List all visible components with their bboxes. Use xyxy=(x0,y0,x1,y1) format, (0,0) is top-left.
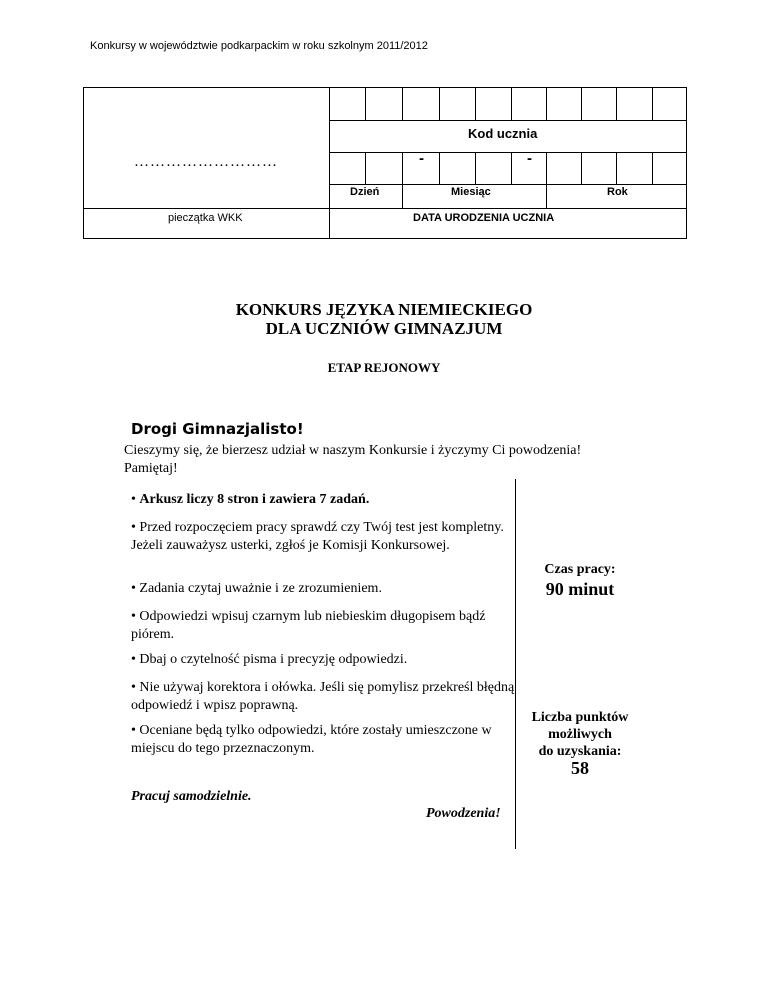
points-label: Liczba punktów możliwych do uzyskania: xyxy=(531,710,629,759)
date-dash-1: - xyxy=(419,150,424,167)
form-divider xyxy=(329,88,330,239)
rule-item: • Przed rozpoczęciem pracy sprawdź czy Twój test jest kompletny. Jeżeli zauważysz usterki, zgłoś je Komisji Konkursowej. xyxy=(131,520,504,553)
remember-text: Pamiętaj! xyxy=(124,461,178,476)
intro-text: Cieszymy się, że bierzesz udział w naszym Konkursie i życzymy Ci powodzenia! xyxy=(124,443,582,458)
good-luck-note: Powodzenia! xyxy=(426,806,501,821)
date-dash-2: - xyxy=(527,150,532,167)
page-header: Konkursy w województwie podkarpackim w roku szkolnym 2011/2012 xyxy=(90,40,428,52)
student-code-label: Kod ucznia xyxy=(468,126,538,141)
contest-subtitle: DLA UCZNIÓW GIMNAZJUM xyxy=(265,319,503,338)
time-label: Czas pracy: xyxy=(544,562,616,577)
points-value: 58 xyxy=(571,758,589,778)
rule-item: • Oceniane będą tylko odpowiedzi, które zostały umieszczone w miejscu do tego przeznaczonym. xyxy=(131,723,492,756)
day-label: Dzień xyxy=(350,186,380,198)
greeting: Drogi Gimnazjalisto! xyxy=(131,420,304,438)
birth-date-label: DATA URODZENIA UCZNIA xyxy=(413,212,555,224)
work-alone-note: Pracuj samodzielnie. xyxy=(131,789,252,804)
month-label: Miesiąc xyxy=(451,186,491,198)
stamp-label: pieczątka WKK xyxy=(168,212,243,224)
rule-item: • Odpowiedzi wpisuj czarnym lub niebieskim długopisem bądź piórem. xyxy=(131,609,486,642)
rule-item: • Dbaj o czytelność pisma i precyzję odpowiedzi. xyxy=(131,652,408,667)
contest-title: KONKURS JĘZYKA NIEMIECKIEGO xyxy=(235,300,533,319)
time-value: 90 minut xyxy=(545,579,615,599)
stamp-placeholder: ……………………… xyxy=(134,154,278,170)
student-code-form xyxy=(83,87,687,239)
year-label: Rok xyxy=(607,186,628,198)
rule-item: • Arkusz liczy 8 stron i zawiera 7 zadań. xyxy=(131,492,370,507)
rule-item: • Zadania czytaj uważnie i ze zrozumieniem. xyxy=(131,581,382,596)
contest-stage: ETAP REJONOWY xyxy=(327,360,441,375)
rule-item: • Nie używaj korektora i ołówka. Jeśli się pomylisz przekreśl błędną odpowiedź i wpisz poprawną. xyxy=(131,680,515,713)
